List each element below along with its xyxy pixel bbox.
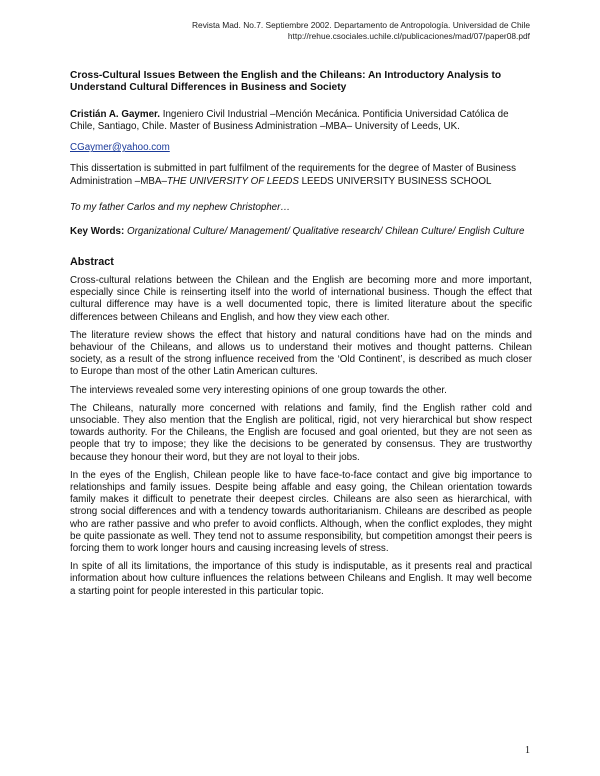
submission-institution: THE UNIVERSITY OF LEEDS	[166, 175, 299, 187]
journal-url: http://rehue.csociales.uchile.cl/publicaciones/mad/07/paper08.pdf	[287, 31, 530, 41]
abstract-paragraph: In spite of all its limitations, the importance of this study is indisputable, as it presents real and practical information about how culture influences the relations between Chileans and English. It may well become a starting point for people interested in this particular topic.	[70, 561, 532, 597]
page-number: 1	[525, 745, 530, 756]
keywords-values: Organizational Culture/ Management/ Qualitative research/ Chilean Culture/ English Culture	[124, 225, 525, 237]
submission-statement	[70, 163, 532, 187]
keywords	[70, 226, 532, 238]
abstract-paragraph: The interviews revealed some very interesting opinions of one group towards the other.	[70, 384, 447, 396]
journal-header	[192, 20, 530, 42]
abstract-paragraph: Cross-cultural relations between the Chilean and the English are becoming more and more important, especially since Chile is reinserting itself into the world of international business. Though the effect that cultural difference may have is a well documented topic, there is limited literature about the specific differences between Chileans and English, and how they view each other.	[70, 275, 532, 323]
journal-citation: Revista Mad. No.7. Septiembre 2002. Departamento de Antropología. Universidad de Chile	[192, 20, 530, 30]
abstract-paragraph: In the eyes of the English, Chilean people like to have face-to-face contact and give big importance to relationships and family issues. Despite being affable and easy going, the Chilean orientation towards family makes it difficult to penetrate their deepest circles. Chileans are also seen as hierarchical, with strong social differences and with a tendency towards authoritarianism. Chileans are described as people who are rather passive and who prefer to avoid conflicts. Although, when the conflict explodes, they might be quite passionate as well. They tend not to assume responsibility, but competition amongst their peers is forcing them to work longer hours and causing increasing levels of stress.	[70, 469, 532, 555]
article-title: Cross-Cultural Issues Between the English and the Chileans: An Introductory Analysis to Understand Cultural Differences in Business and Society	[70, 70, 502, 93]
author-affiliation: Ingeniero Civil Industrial –Mención Mecánica. Pontificia Universidad Católica de Chile, Santiago, Chile. Master of Business Administration –MBA– University of Leeds, UK.	[70, 109, 509, 133]
abstract-paragraph: The Chileans, naturally more concerned with relations and family, find the English rather cold and unsociable. They also mention that the English are political, rigid, not very hierarchical but show respect towards authority. For the Chileans, the English are focused and goal oriented, but they are not seen as people that try to impose; they like the decisions to be generated by consensus. They are trustworthy because they honour their word, but they are not loyal to their jobs.	[70, 402, 532, 463]
submission-school: LEEDS UNIVERSITY BUSINESS SCHOOL	[298, 175, 492, 187]
submission-text: This dissertation is submitted in part fulfilment of the requirements for the degree of Master of Business Administration –MBA–	[70, 163, 516, 187]
abstract-heading: Abstract	[70, 256, 114, 269]
abstract-paragraph: The literature review shows the effect that history and natural conditions have had on the minds and behaviour of the Chileans, and allows us to understand their motives and thought patterns. Chilean society, as a result of the strong influence received from the ‘Old Continent’, is described as much closer to Europe than most of the other Latin American cultures.	[70, 329, 532, 378]
author-email-link[interactable]: CGaymer@yahoo.com	[70, 142, 170, 154]
author-name: Cristián A. Gaymer.	[70, 109, 161, 120]
article-body	[70, 70, 532, 598]
dedication: To my father Carlos and my nephew Christopher…	[70, 201, 291, 213]
author-block	[70, 109, 532, 133]
keywords-label: Key Words:	[70, 225, 125, 237]
